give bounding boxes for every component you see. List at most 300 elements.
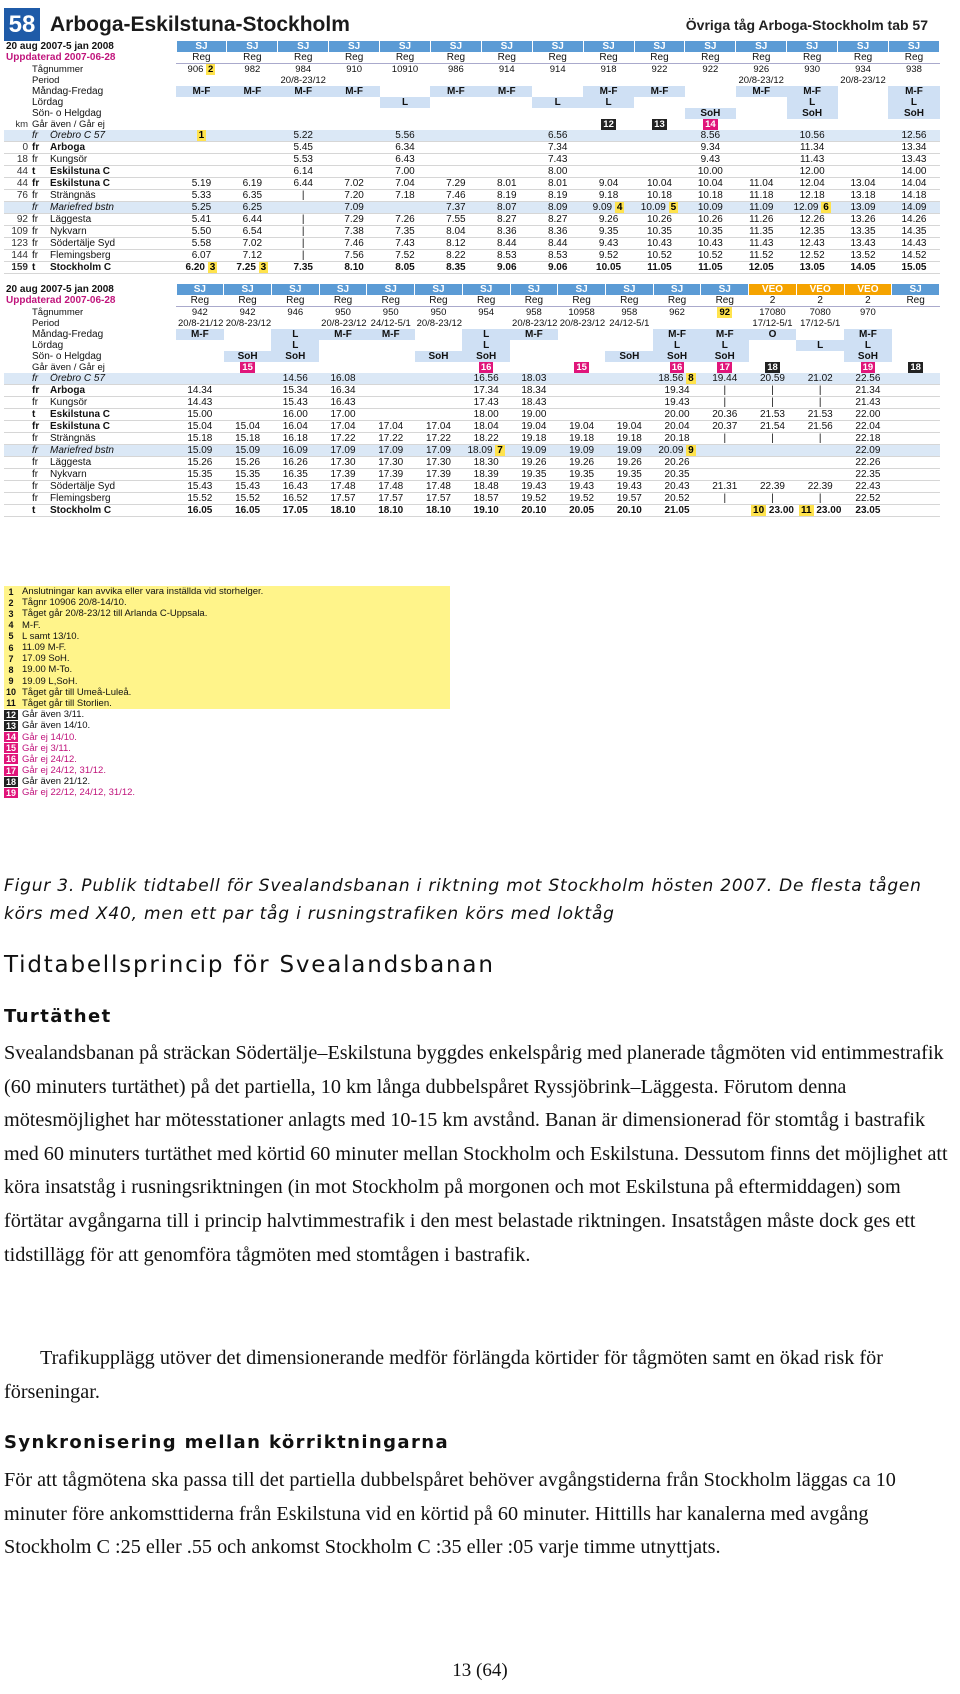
km-header [4, 75, 30, 86]
km-cell [4, 481, 30, 493]
time-cell: 5.58 [176, 238, 227, 250]
also-cell [430, 119, 481, 130]
time-cell: 10.35 [634, 226, 685, 238]
arr-dep-cell: fr [30, 178, 48, 190]
period-cell [701, 318, 749, 329]
row-label: Period [32, 75, 60, 86]
time-cell: 9.09 4 [583, 202, 634, 214]
station-row [4, 202, 940, 214]
operator-cell: SJ [367, 284, 415, 295]
row-label: Lördag [30, 97, 176, 108]
footnote-item [4, 642, 450, 653]
son-cell [532, 108, 583, 119]
footnote-marker: 13 [654, 119, 665, 130]
time-cell: 16.05 [224, 505, 272, 517]
time-cell: 17.30 [415, 457, 463, 469]
km-header [4, 108, 30, 119]
time-cell: 14.43 [888, 238, 939, 250]
time-cell: 10.26 [685, 214, 736, 226]
timetable-figure [4, 8, 940, 517]
arr-dep-cell: fr [30, 469, 48, 481]
time-cell: 15.04 [224, 421, 272, 433]
time-cell: 20.04 [653, 421, 701, 433]
station-name: Eskilstuna C [48, 178, 176, 190]
footnote-number: 7 [8, 653, 14, 664]
operator-cell: SJ [176, 284, 224, 295]
type-cell: Reg [701, 295, 749, 307]
time-cell [367, 409, 415, 421]
km-cell: 44 [4, 166, 30, 178]
time-cell: 15.35 [224, 469, 272, 481]
time-cell: 7.29 [329, 214, 380, 226]
time-cell [892, 457, 940, 469]
footnote-marker: 14 [705, 119, 716, 130]
row-label: Period [32, 318, 60, 329]
time-cell: 14.26 [888, 214, 939, 226]
arr-dep-cell: fr [30, 481, 48, 493]
son-cell [176, 108, 227, 119]
time-cell: 20.00 [653, 409, 701, 421]
time-cell [430, 154, 481, 166]
lor-cell: L [653, 340, 701, 351]
trains-cell: 17080 [759, 307, 786, 318]
trains-cell: 950 [430, 307, 447, 318]
footnote-number: 11 [6, 698, 16, 709]
time-cell: 9.43 [583, 238, 634, 250]
time-cell: 10.18 [685, 190, 736, 202]
type-cell: Reg [415, 295, 463, 307]
time-cell: 20.05 [558, 505, 606, 517]
trains-row [4, 307, 940, 319]
operator-cell: SJ [787, 41, 838, 52]
type-cell: 2 [749, 295, 797, 307]
footnote-item [4, 698, 450, 709]
also-cell [888, 119, 939, 130]
time-cell: 22.00 [844, 409, 892, 421]
arr-dep-cell: fr [30, 130, 48, 142]
validity-label: 20 aug 2007-5 jan 2008 [4, 284, 176, 295]
time-cell [558, 409, 606, 421]
time-cell: 15.09 [224, 445, 272, 457]
type-cell: Reg [605, 295, 653, 307]
time-cell: 8.36 [532, 226, 583, 238]
operator-cell: SJ [176, 41, 227, 52]
km-cell [4, 469, 30, 481]
footnote-text: Går ej 14/10. [22, 731, 77, 743]
lor-cell [838, 97, 889, 108]
time-cell: 19.35 [558, 469, 606, 481]
type-cell: Reg [510, 295, 558, 307]
time-cell: 8.01 [481, 178, 532, 190]
operator-cell: VEO [749, 284, 797, 295]
period-cell [176, 75, 227, 86]
period-cell: 20/8-23/12 [512, 318, 558, 329]
lor-cell [367, 340, 415, 351]
footnote-text: Går ej 24/12, 31/12. [22, 765, 106, 777]
trains-cell [701, 307, 749, 319]
time-cell: 19.18 [558, 433, 606, 445]
mf-cell: M-F [701, 329, 749, 340]
also-cell [462, 362, 510, 373]
footnote-number: 17 [5, 765, 16, 776]
time-cell: 19.09 [605, 445, 653, 457]
time-cell: 10.18 [634, 190, 685, 202]
time-cell: 17.57 [415, 493, 463, 505]
time-cell: 6.35 [227, 190, 278, 202]
time-cell: | [278, 226, 329, 238]
time-cell: 8.53 [532, 250, 583, 262]
mf-cell: M-F [844, 329, 892, 340]
mf-cell: M-F [319, 329, 367, 340]
time-cell: 15.04 [176, 421, 224, 433]
time-cell: 8.53 [481, 250, 532, 262]
time-cell: 7.43 [532, 154, 583, 166]
son-cell: SoH [787, 108, 838, 119]
time-cell [176, 373, 224, 385]
footnote-marker: 2 [208, 64, 214, 75]
time-cell: 20.36 [701, 409, 749, 421]
station-name: Nykvarn [48, 469, 176, 481]
time-cell: 9.06 [481, 262, 532, 274]
station-row [4, 469, 940, 481]
trains-cell: 10910 [391, 64, 419, 75]
time-cell: 16.35 [271, 469, 319, 481]
time-cell: 15.26 [176, 457, 224, 469]
time-cell: 20.18 [653, 433, 701, 445]
time-cell: | [278, 238, 329, 250]
time-cell: 6.44 [227, 214, 278, 226]
operator-cell: SJ [892, 284, 940, 295]
row-label: Sön- o Helgdag [30, 108, 176, 119]
time-cell: 14.04 [888, 178, 939, 190]
time-cell: 13.09 [838, 202, 889, 214]
son-row [4, 108, 940, 119]
time-cell: 14.00 [888, 166, 939, 178]
time-cell: 12.35 [787, 226, 838, 238]
time-cell: 17.30 [319, 457, 367, 469]
time-cell: 14.35 [888, 226, 939, 238]
time-cell: 18.04 [462, 421, 510, 433]
km-cell [4, 421, 30, 433]
footnote-item [4, 608, 450, 619]
km-cell: 0 [4, 142, 30, 154]
time-cell: 19.35 [605, 469, 653, 481]
km-cell: 92 [4, 214, 30, 226]
time-cell: 15.05 [888, 262, 939, 274]
time-cell: 10.35 [685, 226, 736, 238]
mf-cell [532, 86, 583, 97]
time-cell: 16.26 [271, 457, 319, 469]
operator-cell: SJ [319, 284, 367, 295]
time-cell: 7.09 [329, 202, 380, 214]
station-row [4, 505, 940, 517]
also-row [4, 362, 940, 373]
time-cell: 19.26 [558, 457, 606, 469]
time-cell: 18.09 7 [462, 445, 510, 457]
time-cell: 10.52 [685, 250, 736, 262]
subheading-synkronisering: Synkronisering mellan körriktningarna [4, 1432, 449, 1453]
trains-cell: 926 [753, 64, 770, 75]
son-cell: SoH [888, 108, 939, 119]
time-cell: 11.43 [787, 154, 838, 166]
footnote-text: Går ej 22/12, 24/12, 31/12. [22, 787, 136, 799]
time-cell [227, 166, 278, 178]
lor-cell [749, 340, 797, 351]
son-row [4, 351, 940, 362]
type-cell: Reg [558, 295, 606, 307]
time-cell: 7.37 [430, 202, 481, 214]
footnote-number: 12 [5, 709, 16, 720]
time-cell: 10.04 [685, 178, 736, 190]
time-cell: 19.35 [510, 469, 558, 481]
time-cell: 19.43 [510, 481, 558, 493]
period-cell [430, 75, 481, 86]
operator-cell: SJ [838, 41, 889, 52]
time-cell: 22.43 [844, 481, 892, 493]
footnote-item [4, 631, 450, 642]
footnote-number: 15 [5, 743, 16, 754]
mf-cell: M-F [634, 86, 685, 97]
son-cell [736, 108, 787, 119]
time-cell: 19.04 [558, 421, 606, 433]
mf-cell: L [462, 329, 510, 340]
mf-cell: M-F [888, 86, 939, 97]
period-row [4, 75, 940, 86]
station-row [4, 154, 940, 166]
footnote-text: Tåget går till Storlien. [22, 697, 112, 709]
time-cell: 18.10 [415, 505, 463, 517]
updated-label: Uppdaterad 2007-06-28 [6, 295, 116, 307]
time-cell: 17.04 [415, 421, 463, 433]
time-cell: 12.18 [787, 190, 838, 202]
time-cell: 7.25 3 [227, 262, 278, 274]
time-cell [634, 130, 685, 142]
type-cell: Reg [838, 52, 889, 64]
time-cell: 17.22 [319, 433, 367, 445]
son-cell [510, 351, 558, 362]
time-cell: 7.12 [227, 250, 278, 262]
time-cell: 19.43 [558, 481, 606, 493]
time-cell: | [701, 385, 749, 397]
time-cell: | [749, 493, 797, 505]
arr-dep-cell: fr [30, 397, 48, 409]
km-header [4, 351, 30, 362]
time-cell: 15.43 [176, 481, 224, 493]
time-cell: 13.26 [838, 214, 889, 226]
time-cell: 7.02 [227, 238, 278, 250]
arr-dep-cell: fr [30, 493, 48, 505]
time-cell: 13.35 [838, 226, 889, 238]
time-cell: 7.56 [329, 250, 380, 262]
footnote-item [4, 720, 450, 731]
time-cell: 7.52 [380, 250, 431, 262]
km-cell [4, 493, 30, 505]
time-cell: 18.39 [462, 469, 510, 481]
also-row [4, 119, 940, 130]
time-cell: 17.48 [415, 481, 463, 493]
operator-cell: SJ [888, 41, 939, 52]
son-cell [176, 351, 224, 362]
operator-cell: SJ [224, 284, 272, 295]
time-cell [736, 166, 787, 178]
arr-dep-cell: fr [30, 385, 48, 397]
operator-row [4, 41, 940, 52]
footnote-text: Anslutningar kan avvika eller vara inställda vid storhelger. [22, 586, 264, 598]
time-cell: 20.52 [653, 493, 701, 505]
time-cell [481, 166, 532, 178]
period-cell [888, 75, 939, 86]
time-cell: 17.34 [462, 385, 510, 397]
time-cell [227, 142, 278, 154]
time-cell: 20.10 [605, 505, 653, 517]
type-cell: Reg [430, 52, 481, 64]
footnote-number: 14 [5, 732, 16, 743]
time-cell: | [278, 190, 329, 202]
time-cell: 18.10 [319, 505, 367, 517]
paragraph-trafikupplagg: Trafikupplägg utöver det dimensionerande medför förlängda körtider för tågmöten samt en ökad risk för förseningar. [4, 1347, 883, 1403]
other-trains-note: Övriga tåg Arboga-Stockholm tab 57 [685, 16, 928, 33]
trains-cell: 914 [549, 64, 566, 75]
time-cell: | [796, 397, 844, 409]
time-cell: 8.00 [532, 166, 583, 178]
time-cell: 18.10 [367, 505, 415, 517]
footnote-text: Går även 14/10. [22, 720, 91, 732]
station-name: Stockholm C [48, 262, 176, 274]
period-cell: 20/8-23/12 [321, 318, 367, 329]
station-name: Flemingsberg [48, 250, 176, 262]
km-cell: 76 [4, 190, 30, 202]
time-cell: 8.44 [532, 238, 583, 250]
time-cell: 19.10 [462, 505, 510, 517]
lor-cell: L [701, 340, 749, 351]
also-cell [329, 119, 380, 130]
time-cell [736, 130, 787, 142]
time-cell: 14.05 [838, 262, 889, 274]
time-cell: 19.34 [653, 385, 701, 397]
time-cell: 18.30 [462, 457, 510, 469]
time-cell: 17.09 [415, 445, 463, 457]
station-row [4, 142, 940, 154]
mf-cell [224, 329, 272, 340]
footnote-text: Går ej 3/11. [22, 742, 71, 754]
trains-cell: 914 [498, 64, 515, 75]
time-cell [329, 154, 380, 166]
km-header [4, 64, 30, 76]
station-row [4, 421, 940, 433]
time-cell: 11.43 [736, 238, 787, 250]
footnote-marker: 3 [209, 262, 216, 273]
trains-cell: 984 [295, 64, 312, 75]
son-cell [558, 351, 606, 362]
arr-dep-cell: t [30, 505, 48, 517]
figure-caption: Figur 3. Publik tidtabell för Svealandsbanan i riktning mot Stockholm hösten 2007. De flesta tågen körs med X40, men ett par tåg i rusningstrafiken körs med loktåg [4, 876, 922, 924]
time-cell [838, 154, 889, 166]
time-cell: 21.31 [701, 481, 749, 493]
time-cell: 20.37 [701, 421, 749, 433]
time-cell [224, 397, 272, 409]
time-cell: 19.43 [653, 397, 701, 409]
row-label: Går även / Går ej [32, 362, 105, 373]
time-cell: 17.57 [319, 493, 367, 505]
time-cell: 7.46 [430, 190, 481, 202]
time-cell: 17.39 [367, 469, 415, 481]
mf-cell: M-F [736, 86, 787, 97]
type-row [4, 295, 940, 307]
footnote-text: Går ej 24/12. [22, 753, 77, 765]
time-cell: 16.56 [462, 373, 510, 385]
footnote-item [4, 687, 450, 698]
period-cell [787, 75, 838, 86]
lor-cell [278, 97, 329, 108]
footnote-item [4, 586, 450, 597]
time-cell: 15.43 [271, 397, 319, 409]
period-cell [462, 318, 510, 329]
mf-cell [685, 86, 736, 97]
time-cell [224, 385, 272, 397]
operator-cell: VEO [844, 284, 892, 295]
mf-cell: M-F [367, 329, 415, 340]
trains-cell: 930 [804, 64, 821, 75]
time-cell: 9.26 [583, 214, 634, 226]
time-cell: 7.29 [430, 178, 481, 190]
time-cell: 9.43 [685, 154, 736, 166]
time-cell: 17.48 [319, 481, 367, 493]
son-cell [278, 108, 329, 119]
footnote-number: 19 [5, 787, 16, 798]
time-cell: 7.55 [430, 214, 481, 226]
type-cell: Reg [319, 295, 367, 307]
timetable-block-1 [4, 41, 940, 274]
footnote-marker: 92 [719, 307, 731, 318]
son-cell [319, 351, 367, 362]
arr-dep-cell: fr [30, 142, 48, 154]
time-cell [583, 166, 634, 178]
time-cell: 21.56 [796, 421, 844, 433]
time-cell: 5.33 [176, 190, 227, 202]
time-cell: 15.34 [271, 385, 319, 397]
footnote-text: 17.09 SoH. [22, 653, 70, 665]
time-cell: 11 23.00 [796, 505, 844, 517]
time-cell: 17.39 [319, 469, 367, 481]
time-cell: 21.05 [653, 505, 701, 517]
time-cell: 7.34 [532, 142, 583, 154]
operator-cell: SJ [634, 41, 685, 52]
arr-dep-cell: fr [30, 238, 48, 250]
period-cell [685, 75, 736, 86]
time-cell: 8.01 [532, 178, 583, 190]
time-cell [329, 142, 380, 154]
arr-dep-cell: fr [30, 457, 48, 469]
time-cell: 21.53 [796, 409, 844, 421]
station-row [4, 481, 940, 493]
km-cell [4, 385, 30, 397]
type-cell: Reg [481, 52, 532, 64]
son-cell: SoH [415, 351, 463, 362]
time-cell [701, 469, 749, 481]
time-cell [329, 166, 380, 178]
time-cell [415, 409, 463, 421]
arr-dep-cell: fr [30, 433, 48, 445]
time-cell [583, 130, 634, 142]
time-cell: 18.34 [510, 385, 558, 397]
time-cell [329, 130, 380, 142]
paragraph-turtathet: Svealandsbanan på sträckan Södertälje–Eskilstuna byggdes enkelspårig med planerade tågmöten vid entimmestrafik (60 minuters turtäthet) på det partiella, 10 km långa dubbelspåret Ryssjöbrink–Läggesta. Förutom denna mötesmöjlighet har mötesstationer anlagts med 10-15 km avstånd. Banan är dimensionerad för stomtåg i bastrafik med 60 minuters turtäthet med körtid 60 minuter mellan Stockholm och Eskilstuna. Dessutom finns det möjlighet att köra insatståg i rusningsriktningen (in mot Stockholm på morgonen och mot Eskilstuna på eftermiddagen) som förtätar avgångarna till i princip halvtimmestrafik i den mest belastade riktningen. Insatstågen måste dock ges ett tidstillägg för att genomföra tågmöten med stomtågen i bastrafik. [4, 1042, 948, 1266]
time-cell: 7.26 [380, 214, 431, 226]
trains-cell: 922 [651, 64, 668, 75]
time-cell: 8.44 [481, 238, 532, 250]
time-cell: 8.10 [329, 262, 380, 274]
time-cell: 15.52 [176, 493, 224, 505]
